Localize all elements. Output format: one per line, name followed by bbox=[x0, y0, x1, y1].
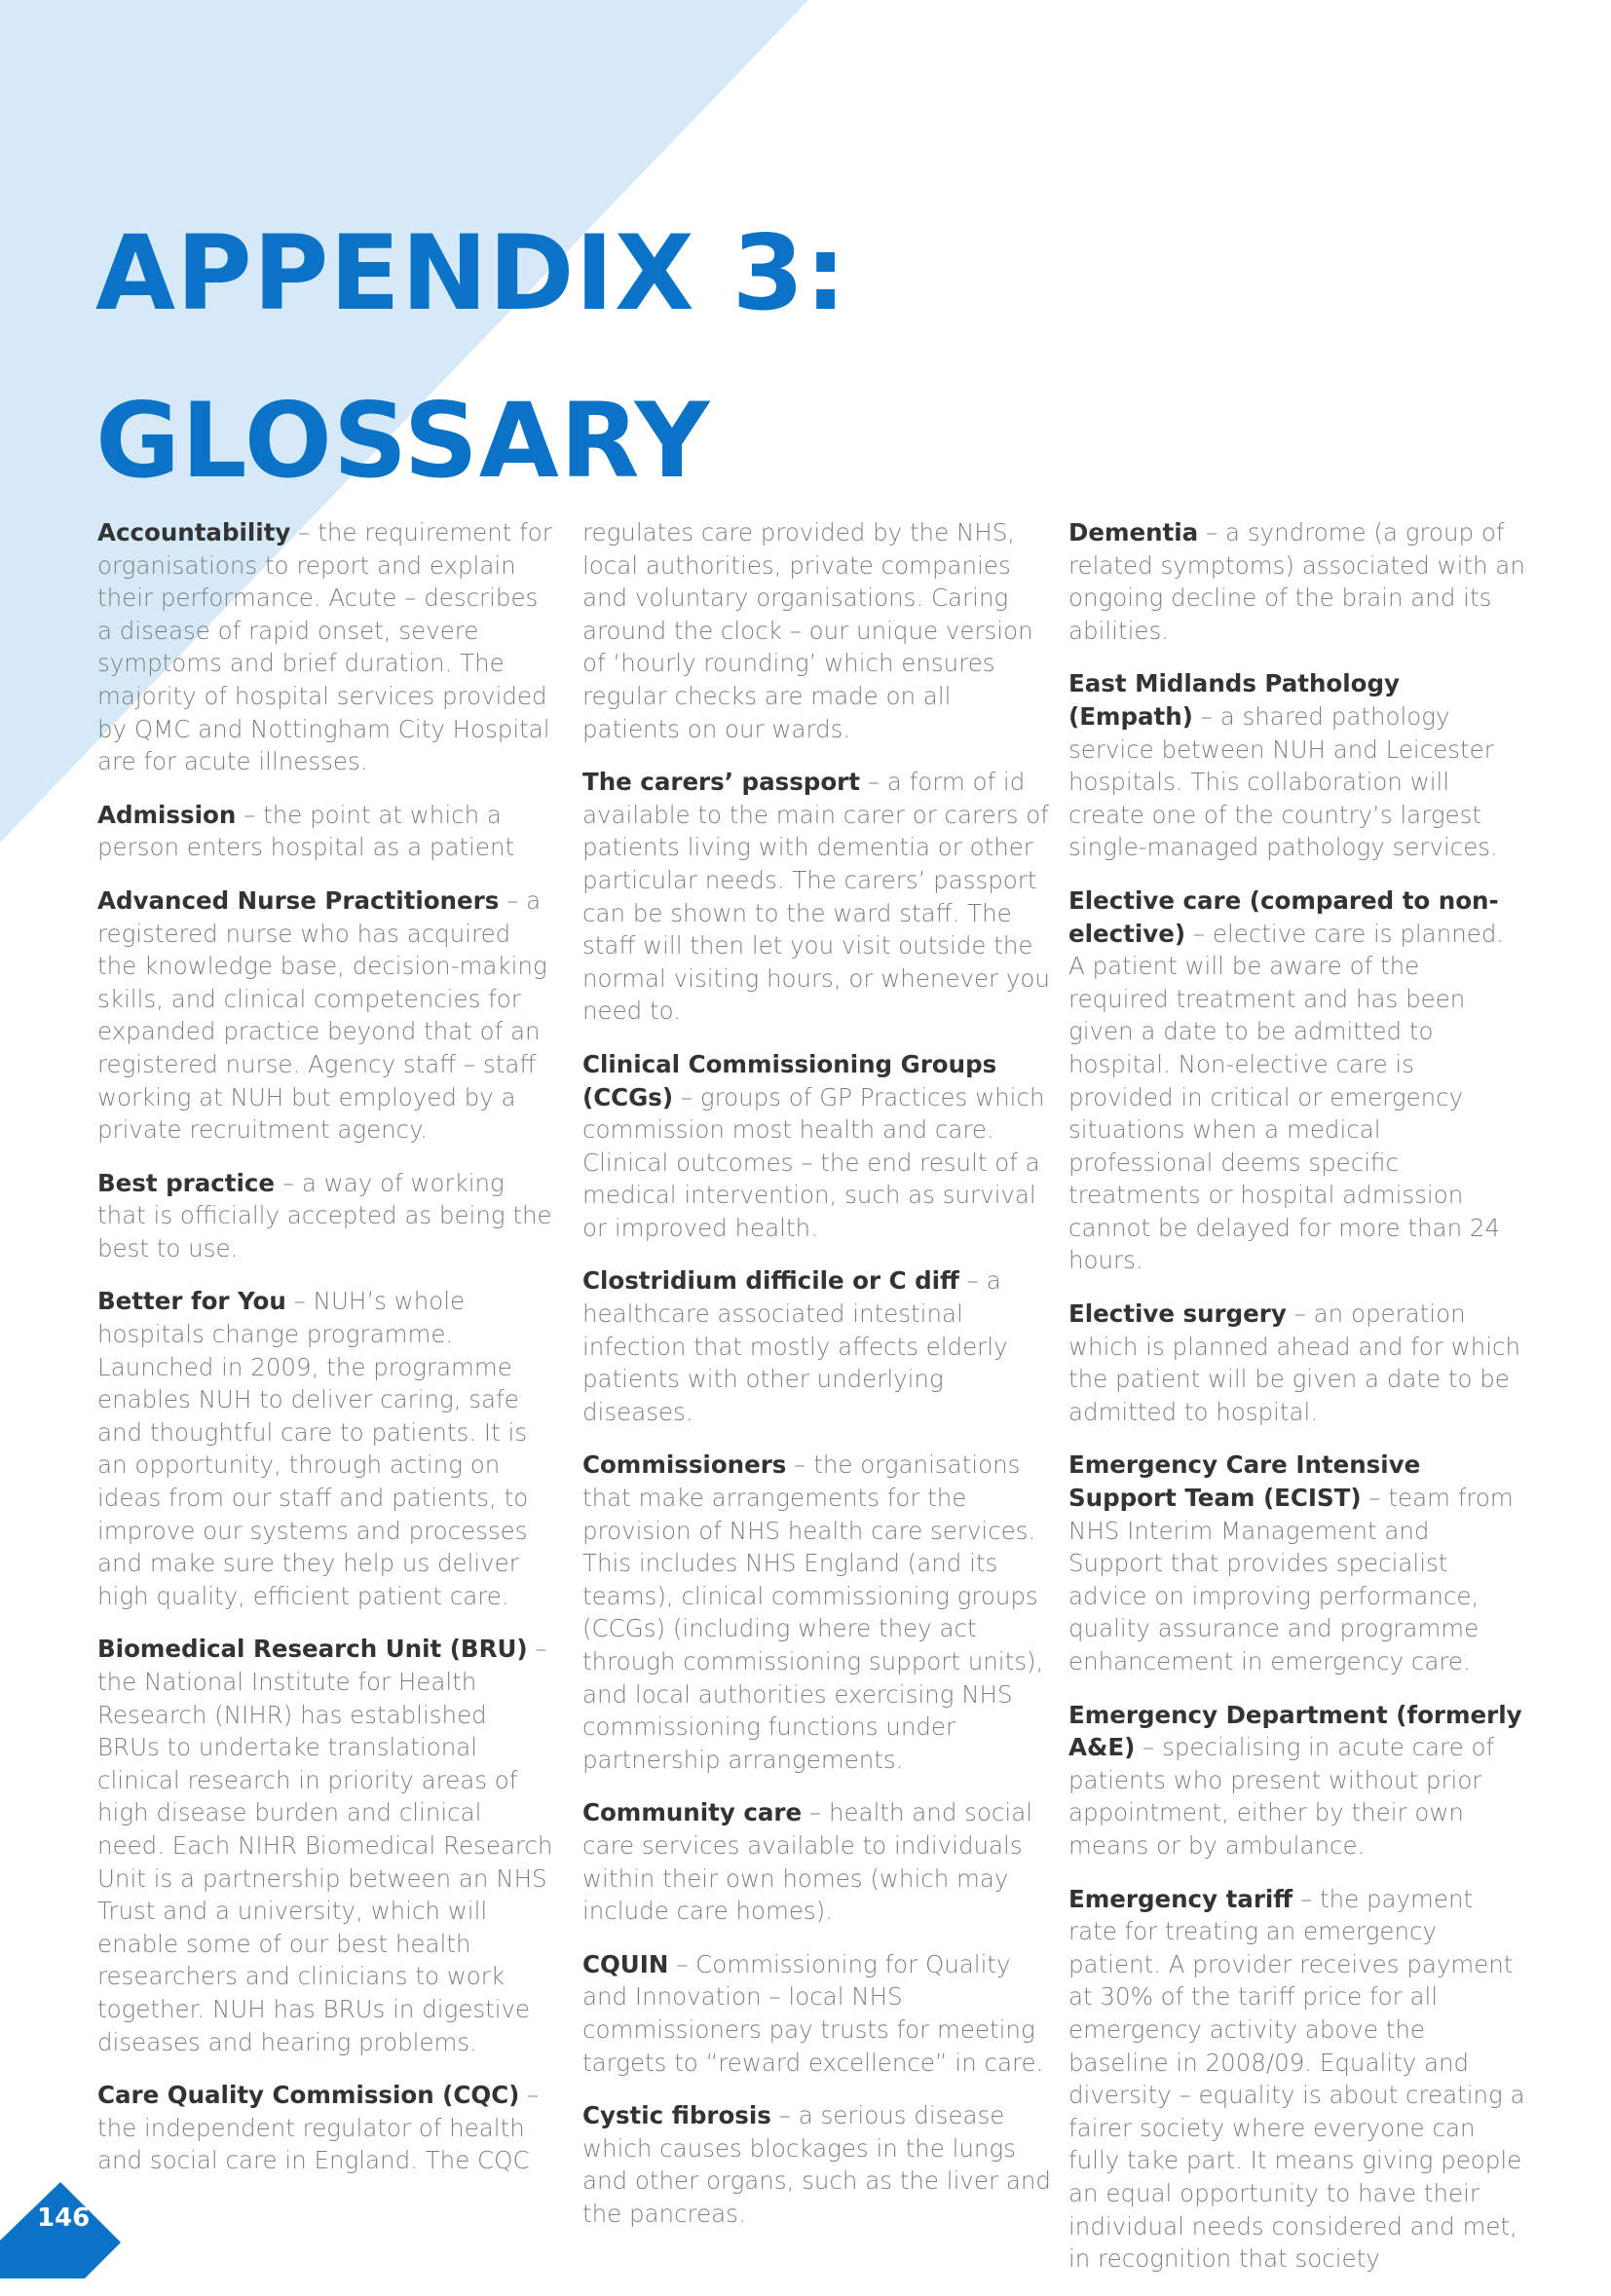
glossary-term: East Midlands Pathology (Empath) bbox=[1068, 669, 1400, 731]
page-title bbox=[95, 190, 847, 525]
glossary-entry: Community care – health and social care services available to individuals within their own homes (which may include care homes). bbox=[582, 1798, 1033, 1926]
glossary-entry: Cystic fibrosis – a serious disease which causes blockages in the lungs and other organs, such as the liver and the pancreas. bbox=[582, 2101, 1051, 2228]
glossary-definition: groups of GP Practices which commission most health and care. Clinical outcomes – the end result of a medical intervention, such as survival or improved health. bbox=[582, 1082, 1045, 1242]
glossary-definition: regulates care provided by the NHS, local authorities, private companies and voluntary organisations. Caring around the clock – our unique version of ‘hourly rounding’ which ensures regular checks are made on all patients on our wards. bbox=[582, 518, 1033, 743]
glossary-term: Commissioners bbox=[582, 1450, 787, 1480]
glossary-column-3 bbox=[1068, 516, 1526, 2296]
glossary-definition: NUH’s whole hospitals change programme. Launched in 2009, the programme enables NUH to deliver caring, safe and thoughtful care to patients. It is an opportunity, through acting on ideas from our staff and patients, to improve our systems and processes and make sure they help us deliver high quality, efficient patient care. bbox=[97, 1287, 529, 1610]
glossary-term: The carers’ passport bbox=[582, 768, 860, 797]
glossary-entry: Elective care (compared to non-elective) – elective care is planned. A patient will be aware of the required treatment and has been given a date to be admitted to hospital. Non-elective care is provided in critical or emergency situations when a medical professional deems specific treatments or hospital admission cannot be delayed for more than 24 hours. bbox=[1068, 885, 1505, 1275]
page-title-line-1: APPENDIX 3: bbox=[95, 213, 847, 333]
glossary-entry: Clinical Commissioning Groups (CCGs) – groups of GP Practices which commission most health and care. Clinical outcomes – the end result of a medical intervention, such as survival or improved health. bbox=[582, 1049, 1045, 1242]
glossary-term: Better for You bbox=[97, 1287, 286, 1316]
glossary-entry: Commissioners – the organisations that make arrangements for the provision of NHS health care services. This includes NHS England (and its teams), clinical commissioning groups (CCGs) (including where they act through commissioning support units), and local authorities exercising NHS commissioning functions under partnership arrangements. bbox=[582, 1450, 1044, 1774]
glossary-term: Advanced Nurse Practitioners bbox=[97, 885, 500, 915]
glossary-term: CQUIN bbox=[582, 1949, 669, 1978]
glossary-term: Community care bbox=[582, 1798, 803, 1827]
glossary-entry: Advanced Nurse Practitioners – a registered nurse who has acquired the knowledge base, decision-making skills, and clinical competencies for expanded practice beyond that of an registered nurse. Agency staff – staff working at NUH but employed by a private recruitment agency. bbox=[97, 885, 547, 1145]
glossary-entry bbox=[582, 516, 1052, 745]
glossary-term: Elective care (compared to non-elective) bbox=[1068, 885, 1499, 948]
glossary-entry: Emergency Care Intensive Support Team (ECIST) – team from NHS Interim Management and Support that provides specialist advice on improving performance, quality assurance and programme enhancement in emergency care. bbox=[1068, 1450, 1514, 1675]
glossary-definition: the requirement for organisations to report and explain their performance. Acute – describes a disease of rapid onset, severe symptoms and brief duration. The majority of hospital services provided by QMC and Nottingham City Hospital are for acute illnesses. bbox=[97, 518, 552, 776]
page-title-line-2: GLOSSARY bbox=[95, 381, 711, 501]
glossary-term: Clostridium difficile or C diff bbox=[582, 1266, 959, 1296]
glossary-entry: Accountability – the requirement for organisations to report and explain their performance. Acute – describes a disease of rapid onset, severe symptoms and brief duration. The majority of hospital services provided by QMC and Nottingham City Hospital are for acute illnesses. bbox=[97, 518, 552, 776]
glossary-entry: Biomedical Research Unit (BRU) – the National Institute for Health Research (NIHR) has established BRUs to undertake translational clinical research in priority areas of high disease burden and clinical need. Each NIHR Biomedical Research Unit is a partnership between an NHS Trust and a university, which will enable some of our best health researchers and clinicians to work together. NUH has BRUs in digestive diseases and hearing problems. bbox=[97, 1635, 553, 2056]
glossary-definition: Commissioning for Quality and Innovation – local NHS commissioners pay trusts for meeting targets to “reward excellence” in care. bbox=[582, 1949, 1044, 2077]
glossary-term: Emergency Department (formerly A&E) bbox=[1068, 1700, 1522, 1762]
glossary-definition: an operation which is planned ahead and for which the patient will be given a date to be admitted to hospital. bbox=[1068, 1299, 1521, 1426]
glossary-definition: the National Institute for Health Research (NIHR) has established BRUs to undertake translational clinical research in priority areas of high disease burden and clinical need. Each NIHR Biomedical Research Unit is a partnership between an NHS Trust and a university, which will enable some of our best health researchers and clinicians to work together. NUH has BRUs in digestive diseases and hearing problems. bbox=[97, 1668, 553, 2056]
glossary-column-2 bbox=[582, 516, 1052, 2251]
glossary-entry: Admission – the point at which a person enters hospital as a patient bbox=[97, 800, 515, 862]
glossary-term: Best practice bbox=[97, 1168, 276, 1197]
glossary-column-1 bbox=[97, 516, 555, 2198]
glossary-term: Admission bbox=[97, 800, 237, 829]
glossary-definition: a syndrome (a group of related symptoms) associated with an ongoing decline of the brain and its abilities. bbox=[1068, 518, 1525, 645]
glossary-entry: CQUIN – Commissioning for Quality and Innovation – local NHS commissioners pay trusts for meeting targets to “reward excellence” in care. bbox=[582, 1949, 1044, 2077]
page-number: 146 bbox=[37, 2203, 91, 2233]
glossary-definition: the organisations that make arrangements for the provision of NHS health care services. This includes NHS England (and its teams), clinical commissioning groups (CCGs) (including where they act through commissioning support units), and local authorities exercising NHS commissioning functions under partnership arrangements. bbox=[582, 1450, 1044, 1774]
glossary-entry: Best practice – a way of working that is officially accepted as being the best to use. bbox=[97, 1168, 552, 1262]
glossary-entry: The carers’ passport – a form of id available to the main carer or carers of patients living with dementia or other particular needs. The carers’ passport can be shown to the ward staff. The staff will then let you visit outside the normal visiting hours, or whenever you need to. bbox=[582, 768, 1050, 1026]
glossary-definition: a shared pathology service between NUH and Leicester hospitals. This collaboration will create one of the country’s largest single-managed pathology services. bbox=[1068, 701, 1498, 862]
glossary-definition: the independent regulator of health and social care in England. The CQC bbox=[97, 2113, 530, 2175]
glossary-definition: the point at which a person enters hospital as a patient bbox=[97, 800, 515, 862]
glossary-definition: a registered nurse who has acquired the knowledge base, decision-making skills, and clinical competencies for expanded practice beyond that of an registered nurse. Agency staff – staff working at NUH but employed by a private recruitment agency. bbox=[97, 885, 547, 1145]
glossary-term: Emergency Care Intensive Support Team (ECIST) bbox=[1068, 1450, 1421, 1513]
glossary-definition: elective care is planned. A patient will be aware of the required treatment and has been given a date to be admitted to hospital. Non-elective care is provided in critical or emergency situations when a medical professional deems specific treatments or hospital admission cannot be delayed for more than 24 hours. bbox=[1068, 919, 1505, 1275]
glossary-definition: a form of id available to the main carer or carers of patients living with dementia or other particular needs. The carers’ passport can be shown to the ward staff. The staff will then let you visit outside the normal visiting hours, or whenever you need to. bbox=[582, 768, 1050, 1026]
glossary-definition: a serious disease which causes blockages in the lungs and other organs, such as the liver and the pancreas. bbox=[582, 2101, 1051, 2228]
glossary-term: Biomedical Research Unit (BRU) bbox=[97, 1635, 528, 1664]
glossary-entry: Care Quality Commission (CQC) – the independent regulator of health and social care in England. The CQC bbox=[97, 2081, 540, 2175]
glossary-definition: a way of working that is officially accepted as being the best to use. bbox=[97, 1168, 552, 1262]
glossary-entry: Better for You – NUH’s whole hospitals change programme. Launched in 2009, the programme enables NUH to deliver caring, safe and thoughtful care to patients. It is an opportunity, through acting on ideas from our staff and patients, to improve our systems and processes and make sure they help us deliver high quality, efficient patient care. bbox=[97, 1287, 529, 1610]
glossary-definition: health and social care services available to individuals within their own homes (which may include care homes). bbox=[582, 1798, 1033, 1926]
glossary-term: Accountability bbox=[97, 518, 291, 546]
glossary-term: Dementia bbox=[1068, 518, 1199, 546]
glossary-entry: Emergency Department (formerly A&E) – specialising in acute care of patients who present without prior appointment, either by their own means or by ambulance. bbox=[1068, 1700, 1522, 1860]
glossary-entry: Clostridium difficile or C diff – a healthcare associated intestinal infection that mostly affects elderly patients with other underlying diseases. bbox=[582, 1266, 1008, 1426]
glossary-entry: East Midlands Pathology (Empath) – a shared pathology service between NUH and Leicester hospitals. This collaboration will create one of the country’s largest single-managed pathology services. bbox=[1068, 669, 1498, 862]
glossary-definition: specialising in acute care of patients who present without prior appointment, either by their own means or by ambulance. bbox=[1068, 1733, 1495, 1860]
glossary-definition: the payment rate for treating an emergency patient. A provider receives payment at 30% of the tariff price for all emergency activity above the baseline in 2008/09. Equality and diversity – equality is about creating a fairer society where everyone can fully take part. It means giving people an equal opportunity to have their individual needs considered and met, in recognition that society bbox=[1068, 1884, 1525, 2274]
glossary-term: Cystic fibrosis bbox=[582, 2101, 771, 2130]
glossary-entry: Emergency tariff – the payment rate for treating an emergency patient. A provider receives payment at 30% of the tariff price for all emergency activity above the baseline in 2008/09. Equality and diversity – equality is about creating a fairer society where everyone can fully take part. It means giving people an equal opportunity to have their individual needs considered and met, in recognition that society bbox=[1068, 1884, 1525, 2274]
glossary-term: Elective surgery bbox=[1068, 1299, 1287, 1329]
glossary-definition: team from NHS Interim Management and Support that provides specialist advice on improving performance, quality assurance and programme enhancement in emergency care. bbox=[1068, 1484, 1514, 1675]
glossary-entry: Elective surgery – an operation which is planned ahead and for which the patient will be given a date to be admitted to hospital. bbox=[1068, 1299, 1521, 1426]
glossary-term: Care Quality Commission (CQC) bbox=[97, 2081, 520, 2110]
glossary-entry: Dementia – a syndrome (a group of related symptoms) associated with an ongoing decline of the brain and its abilities. bbox=[1068, 518, 1525, 645]
glossary-definition: a healthcare associated intestinal infection that mostly affects elderly patients with other underlying diseases. bbox=[582, 1266, 1008, 1426]
glossary-term: Clinical Commissioning Groups (CCGs) bbox=[582, 1049, 997, 1111]
glossary-term: Emergency tariff bbox=[1068, 1884, 1293, 1913]
